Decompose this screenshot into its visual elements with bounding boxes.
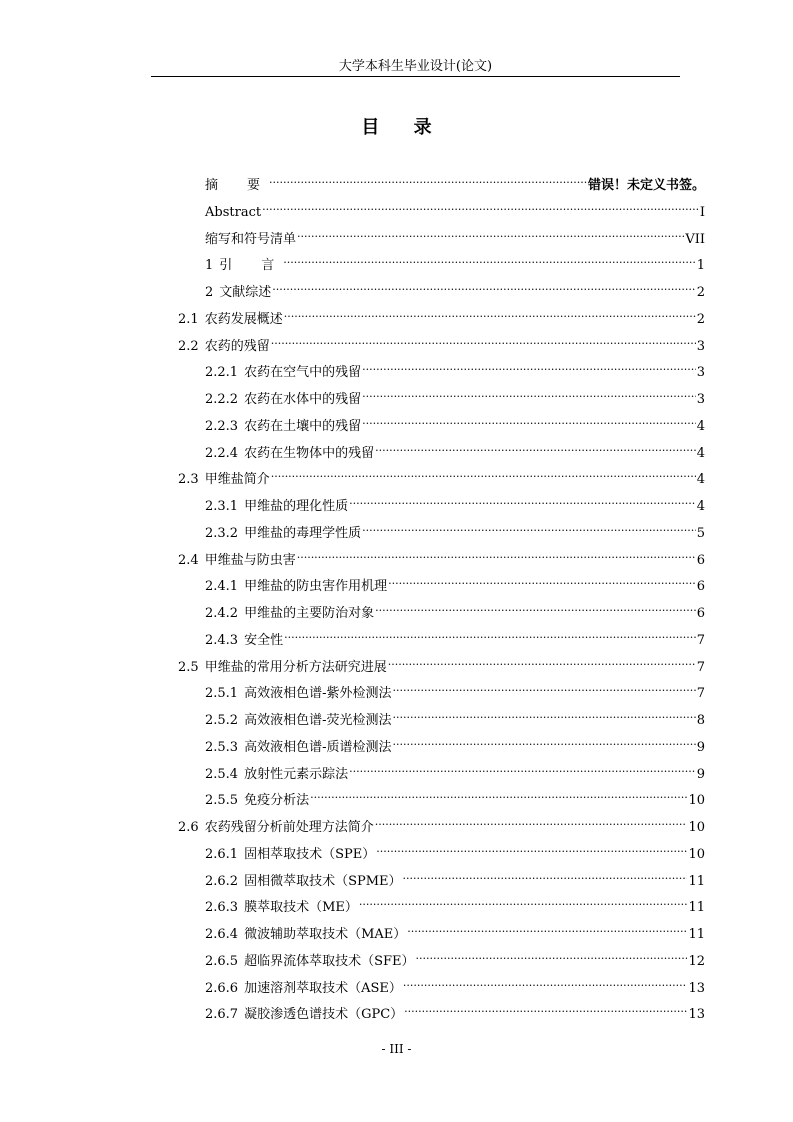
toc-entry-number: 2.5.5 — [205, 793, 239, 809]
dot-leader — [416, 943, 688, 965]
toc-entry-page: 7 — [696, 632, 705, 648]
toc-entry[interactable] — [205, 756, 705, 782]
toc-entry[interactable] — [205, 167, 705, 193]
toc-entry-number: 2.3.2 — [205, 525, 239, 541]
toc-entry-label: 甲维盐与防虫害 — [204, 552, 296, 568]
toc-entry-label: 超临界流体萃取技术（SFE） — [244, 953, 415, 969]
toc-entry[interactable] — [205, 354, 705, 381]
toc-entry[interactable] — [205, 408, 705, 434]
toc-entry-page: 8 — [696, 713, 705, 728]
toc-entry[interactable] — [205, 194, 705, 220]
toc-entry-label: 农药发展概述 — [204, 311, 283, 327]
toc-entry-label: 农药的残留 — [204, 338, 270, 354]
toc-entry-label: 安全性 — [244, 632, 284, 648]
header-rule — [151, 76, 680, 77]
toc-entry-page: 9 — [696, 739, 705, 755]
toc-entry-label: 农药在土壤中的残留 — [244, 418, 362, 434]
toc-entry-label: 缩写和符号清单 — [205, 231, 297, 247]
toc-entry[interactable] — [205, 675, 705, 702]
dot-leader — [284, 301, 696, 323]
toc-entry-page: 4 — [696, 445, 705, 461]
toc-entry-number: 2.6.5 — [205, 953, 239, 969]
dot-leader — [388, 568, 696, 590]
toc-entry-page: 10 — [688, 846, 705, 862]
dot-leader — [362, 354, 696, 376]
toc-entry[interactable] — [205, 568, 705, 595]
toc-entry[interactable] — [205, 782, 705, 809]
toc-entry[interactable] — [205, 381, 705, 407]
toc-entry-number: 2.4.3 — [205, 632, 239, 648]
toc-entry-page: 6 — [696, 579, 705, 595]
toc-entry-page: 11 — [688, 900, 705, 916]
toc-entry-page: 3 — [696, 338, 705, 354]
dot-leader — [403, 863, 688, 885]
toc-entry[interactable] — [205, 943, 705, 969]
toc-entry-label: 农药在空气中的残留 — [244, 365, 362, 381]
dot-leader — [376, 836, 687, 858]
toc-entry[interactable] — [205, 996, 705, 1023]
toc-entry-label: 甲维盐的防虫害作用机理 — [244, 579, 388, 595]
dot-leader — [297, 542, 696, 564]
toc-entry-page: 13 — [688, 1007, 705, 1023]
toc-entry[interactable] — [178, 649, 705, 675]
toc-entry-page: 4 — [696, 472, 705, 488]
toc-entry-label: 高效液相色谱-质谱检测法 — [244, 739, 392, 755]
dot-leader — [362, 408, 696, 430]
toc-entry[interactable] — [205, 274, 705, 300]
toc-entry-number: 2.4.2 — [205, 606, 239, 621]
toc-entry-page: 2 — [696, 285, 705, 300]
dot-leader — [392, 702, 695, 724]
toc-entry-number: 2.5 — [178, 659, 199, 675]
toc-entry-number: 2.6.7 — [205, 1007, 239, 1023]
toc-entry[interactable] — [205, 702, 705, 728]
toc-entry-page: 11 — [688, 873, 705, 889]
toc-entry-number: 2.3.1 — [205, 499, 239, 514]
toc-entry-number: 2.2.2 — [205, 392, 239, 407]
toc-entry-label: 高效液相色谱-紫外检测法 — [244, 686, 392, 702]
dot-leader — [362, 381, 696, 403]
toc-entry-label: 固相萃取技术（SPE） — [244, 846, 376, 862]
toc-entry-page: 10 — [688, 793, 705, 809]
toc-entry-page: 7 — [696, 659, 705, 675]
dot-leader — [349, 488, 696, 510]
toc-entry[interactable] — [205, 435, 705, 461]
toc-entry-label: 甲维盐的毒理学性质 — [244, 525, 362, 541]
dot-leader — [403, 970, 688, 992]
dot-leader — [283, 247, 695, 269]
toc-entry[interactable] — [205, 247, 705, 274]
toc-entry-page: 6 — [696, 606, 705, 621]
page-number: - III - — [381, 1042, 412, 1056]
toc-entry-label: 农药在水体中的残留 — [244, 392, 362, 407]
toc-entry-number: 2.1 — [178, 311, 199, 327]
toc-entry-label: 凝胶渗透色谱技术（GPC） — [244, 1007, 404, 1023]
dot-leader — [271, 461, 696, 483]
dot-leader — [375, 435, 696, 457]
toc-entry[interactable] — [205, 515, 705, 541]
toc-entry[interactable] — [205, 970, 705, 996]
toc-entry-label: 引 言 — [219, 258, 283, 274]
toc-entry-page: 3 — [696, 392, 705, 407]
toc-entry-number: 2.5.3 — [205, 739, 239, 755]
toc-entry-number: 2.2.3 — [205, 418, 239, 434]
toc-entry-number: 2.6.1 — [205, 846, 239, 862]
dot-leader — [297, 221, 684, 243]
page-header: 大学本科生毕业设计(论文) — [338, 59, 493, 74]
toc-entry-number: 2.6 — [178, 820, 199, 835]
toc-entry-label: 固相微萃取技术（SPME） — [244, 873, 402, 889]
dot-leader — [310, 782, 687, 804]
toc-entry[interactable] — [205, 729, 705, 755]
toc-entry-page: 2 — [696, 311, 705, 327]
toc-entry[interactable] — [205, 221, 705, 247]
toc-entry-label: Abstract — [205, 204, 262, 220]
toc-entry-page: 6 — [696, 552, 705, 568]
toc-entry[interactable] — [205, 836, 705, 862]
toc-entry-number: 2.4.1 — [205, 579, 239, 595]
toc-entry[interactable] — [178, 328, 705, 354]
toc-entry-number: 2.5.1 — [205, 686, 239, 702]
toc-entry-page: 10 — [688, 820, 705, 835]
toc-entry-page: 错误！未定义书签。 — [587, 178, 705, 193]
toc-entry[interactable] — [205, 863, 705, 889]
toc-entry-page: 4 — [696, 418, 705, 434]
toc-entry-label: 免疫分析法 — [244, 793, 310, 809]
dot-leader — [392, 675, 695, 697]
toc-entry-label: 甲维盐的常用分析方法研究进展 — [204, 659, 387, 675]
toc-entry-number: 2.6.2 — [205, 873, 239, 889]
toc-entry[interactable] — [205, 916, 705, 942]
toc-entry-page: 9 — [696, 766, 705, 782]
dot-leader — [349, 756, 696, 778]
toc-entry-label: 甲维盐的主要防治对象 — [244, 606, 375, 621]
toc-title: 目 录 — [361, 117, 446, 138]
toc-entry-number: 2.2.1 — [205, 365, 239, 381]
toc-entry-page: 3 — [696, 365, 705, 381]
toc-entry-number: 2.6.4 — [205, 927, 239, 942]
toc-entry-number: 2.6.6 — [205, 980, 239, 996]
toc-entry-label: 摘 要 — [205, 178, 269, 193]
toc-entry-page: 7 — [696, 686, 705, 702]
toc-entry-page: 5 — [696, 525, 705, 541]
toc-entry-label: 放射性元素示踪法 — [244, 766, 349, 782]
toc-entry-label: 甲维盐简介 — [204, 472, 270, 488]
dot-leader — [272, 274, 695, 296]
toc-entry-number: 2.2 — [178, 338, 199, 354]
dot-leader — [404, 996, 687, 1018]
toc-entry-number: 2.4 — [178, 552, 199, 568]
toc-entry[interactable] — [178, 542, 705, 568]
dot-leader — [284, 622, 696, 644]
toc-entry[interactable] — [205, 595, 705, 621]
toc-entry-label: 高效液相色谱-荧光检测法 — [244, 713, 392, 728]
dot-leader — [375, 595, 696, 617]
toc-entry-label: 农药在生物体中的残留 — [244, 445, 375, 461]
toc-entry-page: VII — [685, 231, 705, 247]
dot-leader — [359, 889, 688, 911]
dot-leader — [262, 194, 699, 216]
toc-entry[interactable] — [205, 889, 705, 916]
toc-entry-page: I — [699, 204, 705, 220]
toc-entry[interactable] — [178, 461, 705, 488]
toc-entry-number: 2.6.3 — [205, 900, 239, 916]
toc-entry[interactable] — [205, 488, 705, 514]
toc-entry-page: 4 — [696, 499, 705, 514]
toc-entry-page: 13 — [688, 980, 705, 996]
toc-entry-page: 12 — [688, 953, 705, 969]
dot-leader — [375, 809, 688, 831]
toc-entry-number: 2.2.4 — [205, 445, 239, 461]
toc-entry-page: 11 — [688, 927, 705, 942]
dot-leader — [269, 167, 587, 189]
toc-entry-number: 2.5.2 — [205, 713, 239, 728]
toc-entry[interactable] — [205, 622, 705, 648]
dot-leader — [271, 328, 696, 350]
toc-entry-page: 1 — [696, 258, 705, 274]
dot-leader — [392, 729, 695, 751]
toc-entry-label: 微波辅助萃取技术（MAE） — [244, 927, 407, 942]
toc-entry-number: 2.3 — [178, 472, 199, 488]
toc-entry-label: 加速溶剂萃取技术（ASE） — [244, 980, 402, 996]
toc-entry[interactable] — [178, 301, 705, 327]
toc-entry-label: 文献综述 — [219, 285, 272, 300]
dot-leader — [362, 515, 696, 537]
toc-entry-label: 农药残留分析前处理方法简介 — [204, 820, 374, 835]
toc-entry-number: 1 — [205, 258, 214, 274]
toc-entry-number: 2 — [205, 285, 214, 300]
toc-entry-label: 膜萃取技术（ME） — [244, 900, 358, 916]
dot-leader — [388, 649, 696, 671]
toc-entry[interactable] — [178, 809, 705, 835]
dot-leader — [407, 916, 687, 938]
toc-entry-number: 2.5.4 — [205, 766, 239, 782]
toc-entry-label: 甲维盐的理化性质 — [244, 499, 349, 514]
